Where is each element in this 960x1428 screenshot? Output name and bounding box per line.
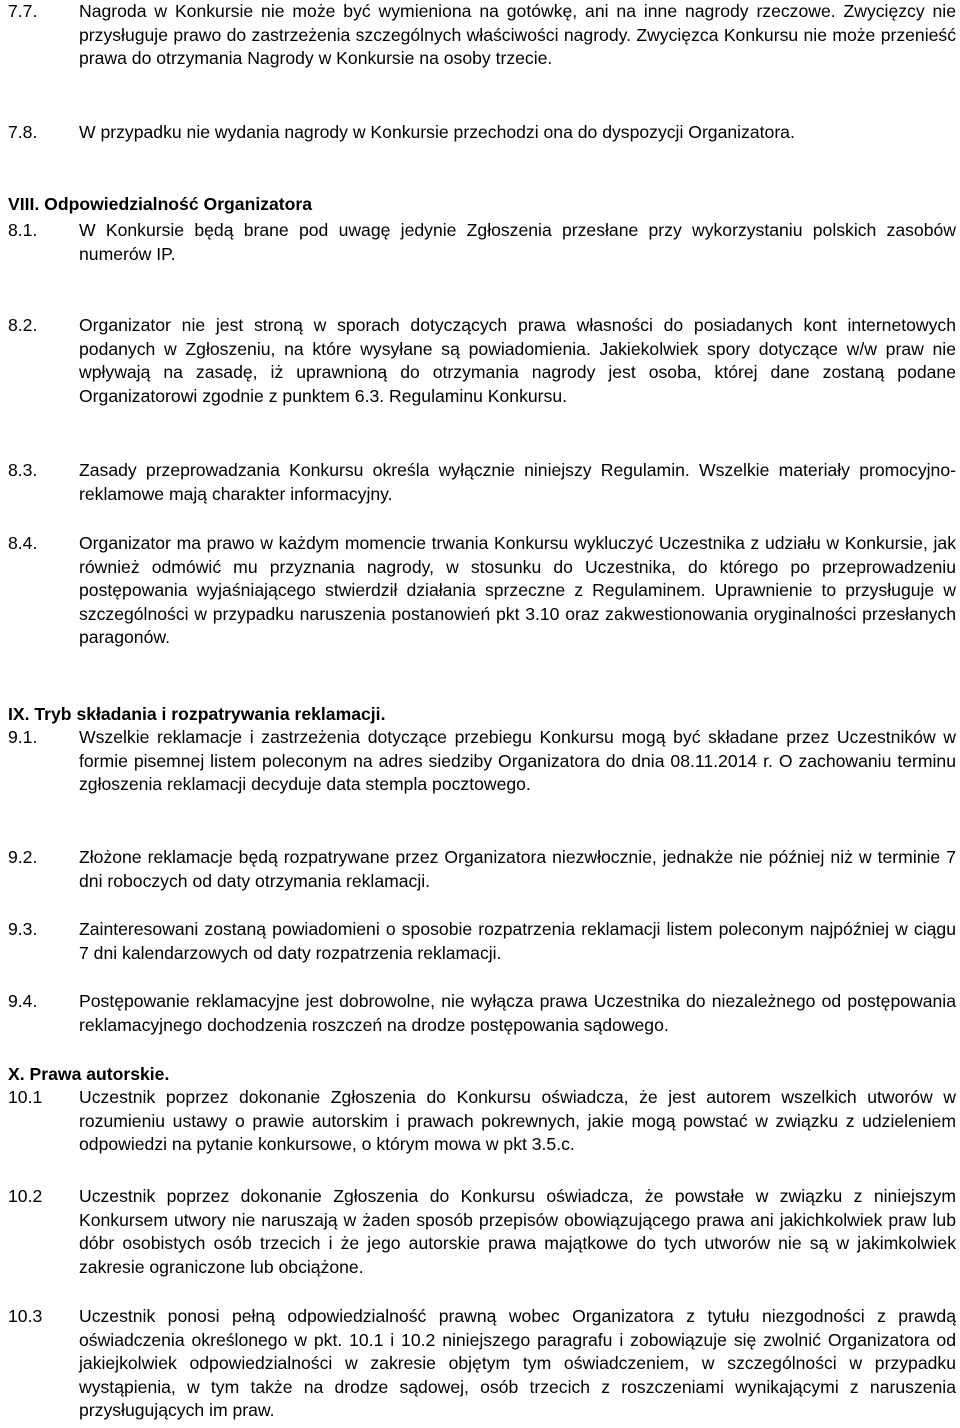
clause-8-1 bbox=[0, 219, 956, 266]
clause-text: W przypadku nie wydania nagrody w Konkursie przechodzi ona do dyspozycji Organizatora. bbox=[79, 122, 795, 142]
clause-9-1 bbox=[0, 726, 956, 797]
clause-text: Uczestnik poprzez dokonanie Zgłoszenia do Konkursu oświadcza, że jest autorem wszelkich utworów w rozumieniu ustawy o prawie autorskim i prawach pokrewnych, jakie mogą powstać w związku z udzieleniem odpowiedzi na pytanie konkursowe, o którym mowa w pkt 3.5.c. bbox=[79, 1087, 956, 1154]
clause-number: 7.8. bbox=[8, 122, 38, 142]
clause-number: 8.1. bbox=[8, 220, 38, 240]
clause-number: 8.4. bbox=[8, 533, 38, 553]
clause-8-2 bbox=[0, 314, 956, 408]
clause-text: Złożone reklamacje będą rozpatrywane przez Organizatora niezwłocznie, jednakże nie później niż w terminie 7 dni roboczych od daty otrzymania reklamacji. bbox=[79, 847, 956, 891]
clause-text: W Konkursie będą brane pod uwagę jedynie Zgłoszenia przesłane przy wykorzystaniu polskich zasobów numerów IP. bbox=[79, 220, 956, 264]
clause-number: 8.2. bbox=[8, 315, 38, 335]
clause-number: 7.7. bbox=[8, 1, 38, 21]
clause-8-3 bbox=[0, 459, 956, 506]
clause-10-3 bbox=[0, 1305, 956, 1423]
clause-10-1 bbox=[0, 1086, 956, 1157]
clause-number: 9.3. bbox=[8, 919, 38, 939]
clause-9-2 bbox=[0, 846, 956, 893]
clause-9-3 bbox=[0, 918, 956, 965]
clause-text: Organizator ma prawo w każdym momencie trwania Konkursu wykluczyć Uczestnika z udziału w Konkursie, jak również odmówić mu przyznania nagrody, w stosunku do Uczestnika, do którego po przeprowadzeniu postępowania wyjaśniającego stwierdził działania sprzeczne z Regulaminem. Uprawnienie to przysługuje w szczególności w przypadku naruszenia postanowień pkt 3.10 oraz zakwestionowania oryginalności przesłanych paragonów. bbox=[79, 533, 956, 647]
clause-7-8 bbox=[0, 121, 956, 145]
section-heading-viii: VIII. Odpowiedzialność Organizatora bbox=[8, 194, 313, 214]
clause-number: 9.1. bbox=[8, 727, 38, 747]
clause-number: 8.3. bbox=[8, 460, 38, 480]
clause-text: Wszelkie reklamacje i zastrzeżenia dotyczące przebiegu Konkursu mogą być składane przez Uczestników w formie pisemnej listem poleconym na adres siedziby Organizatora do dnia 08.11.2014 r. O zachowaniu terminu zgłoszenia reklamacji decyduje data stempla pocztowego. bbox=[79, 727, 956, 794]
clause-8-4 bbox=[0, 532, 956, 650]
clause-text: Postępowanie reklamacyjne jest dobrowolne, nie wyłącza prawa Uczestnika do niezależnego od postępowania reklamacyjnego dochodzenia roszczeń na drodze postępowania sądowego. bbox=[79, 991, 956, 1035]
clause-number: 9.4. bbox=[8, 991, 38, 1011]
section-heading-x: X. Prawa autorskie. bbox=[8, 1064, 170, 1084]
clause-number: 10.2 bbox=[8, 1186, 43, 1206]
clause-7-7 bbox=[0, 0, 956, 71]
section-heading-ix: IX. Tryb składania i rozpatrywania reklamacji. bbox=[8, 704, 386, 724]
clause-text: Organizator nie jest stroną w sporach dotyczących prawa własności do posiadanych kont internetowych podanych w Zgłoszeniu, na które wysyłane są powiadomienia. Jakiekolwiek spory dotyczące w/w praw nie wpływają na zasadę, iż uprawnioną do otrzymania nagrody jest osoba, której dane zostaną podane Organizatorowi zgodnie z punktem 6.3. Regulaminu Konkursu. bbox=[79, 315, 956, 406]
clause-number: 10.3 bbox=[8, 1306, 43, 1326]
clause-number: 9.2. bbox=[8, 847, 38, 867]
clause-text: Uczestnik poprzez dokonanie Zgłoszenia do Konkursu oświadcza, że powstałe w związku z niniejszym Konkursem utwory nie naruszają w żaden sposób przepisów obowiązującego prawa ani jakichkolwiek praw lub dóbr osobistych osób trzecich i że jego autorskie prawa majątkowe do tych utworów nie są w jakimkolwiek zakresie ograniczone lub obciążone. bbox=[79, 1186, 956, 1277]
clause-text: Uczestnik ponosi pełną odpowiedzialność prawną wobec Organizatora z tytułu niezgodności z prawdą oświadczenia określonego w pkt. 10.1 i 10.2 niniejszego paragrafu i zobowiązuje się zwolnić Organizatora od jakiejkolwiek odpowiedzialności w zakresie objętym tym oświadczeniem, w szczególności w przypadku wystąpienia, w tym także na drodze sądowej, osób trzecich z roszczeniami wynikającymi z naruszenia przysługujących im praw. bbox=[79, 1306, 956, 1420]
clause-10-2 bbox=[0, 1185, 956, 1279]
clause-text: Zainteresowani zostaną powiadomieni o sposobie rozpatrzenia reklamacji listem poleconym najpóźniej w ciągu 7 dni kalendarzowych od daty rozpatrzenia reklamacji. bbox=[79, 919, 956, 963]
clause-text: Zasady przeprowadzania Konkursu określa wyłącznie niniejszy Regulamin. Wszelkie materiały promocyjno-reklamowe mają charakter informacyjny. bbox=[79, 460, 956, 504]
clause-text: Nagroda w Konkursie nie może być wymieniona na gotówkę, ani na inne nagrody rzeczowe. Zwycięzcy nie przysługuje prawo do zastrzeżenia szczególnych właściwości nagrody. Zwycięzca Konkursu nie może przenieść prawa do otrzymania Nagrody w Konkursie na osoby trzecie. bbox=[79, 1, 956, 68]
clause-9-4 bbox=[0, 990, 956, 1037]
clause-number: 10.1 bbox=[8, 1087, 43, 1107]
